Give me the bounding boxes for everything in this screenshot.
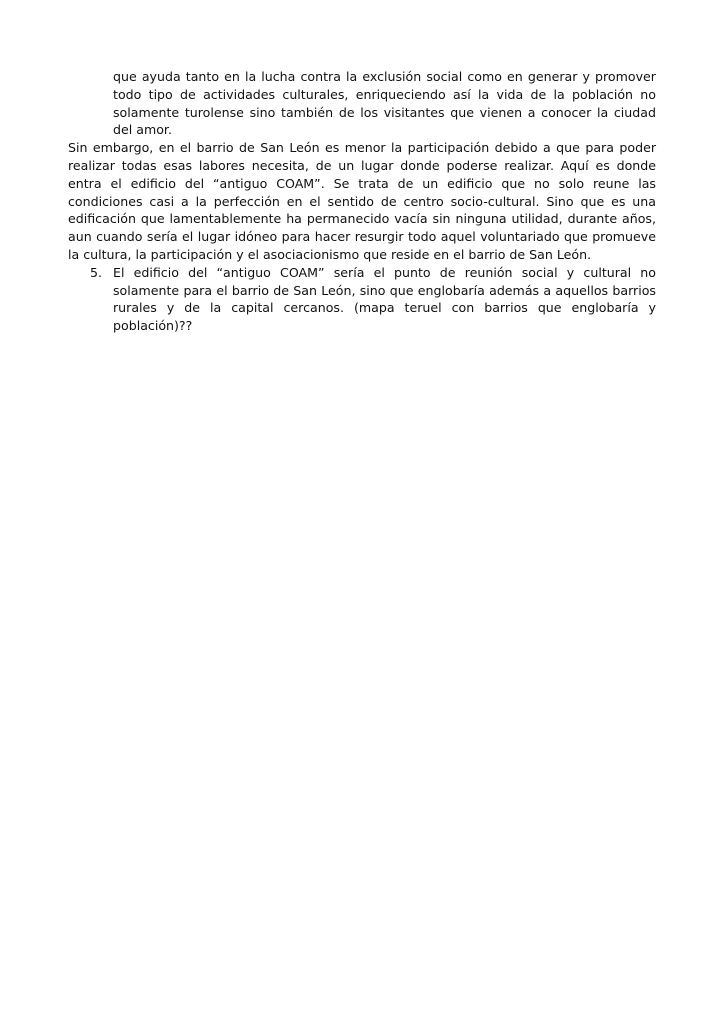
list-item-text: El edificio del “antiguo COAM” sería el punto de reunión social y cultural no solamente para el barrio de San León, sino que englobaría además a aquellos barrios rurales y de la capital cercanos. (mapa teruel con barrios que englobaría y población)?? — [113, 264, 656, 334]
list-item-number: 5. — [90, 264, 103, 280]
continuation-paragraph: que ayuda tanto en la lucha contra la exclusión social como en generar y promover todo tipo de actividades culturales, enriqueciendo así la vida de la población no solamente turolense sino también de los visitantes que vienen a conocer la ciudad del amor. — [113, 69, 656, 138]
main-paragraph: Sin embargo, en el barrio de San León es menor la participación debido a que para poder realizar todas esas labores necesita, de un lugar donde poderse realizar. Aquí es donde entra el edificio del “antiguo COAM”. Se trata de un edificio que no solo reune las condiciones casi a la perfección en el sentido de centro socio-cultural. Sino que es una edificación que lamentablemente ha permanecido vacía sin ninguna utilidad, durante años, aun cuando sería el lugar idóneo para hacer resurgir todo aquel voluntariado que promueve la cultura, la participación y el asociacionismo que reside en el barrio de San León. — [68, 140, 656, 262]
numbered-list-item — [68, 264, 656, 335]
document-body — [68, 68, 656, 335]
